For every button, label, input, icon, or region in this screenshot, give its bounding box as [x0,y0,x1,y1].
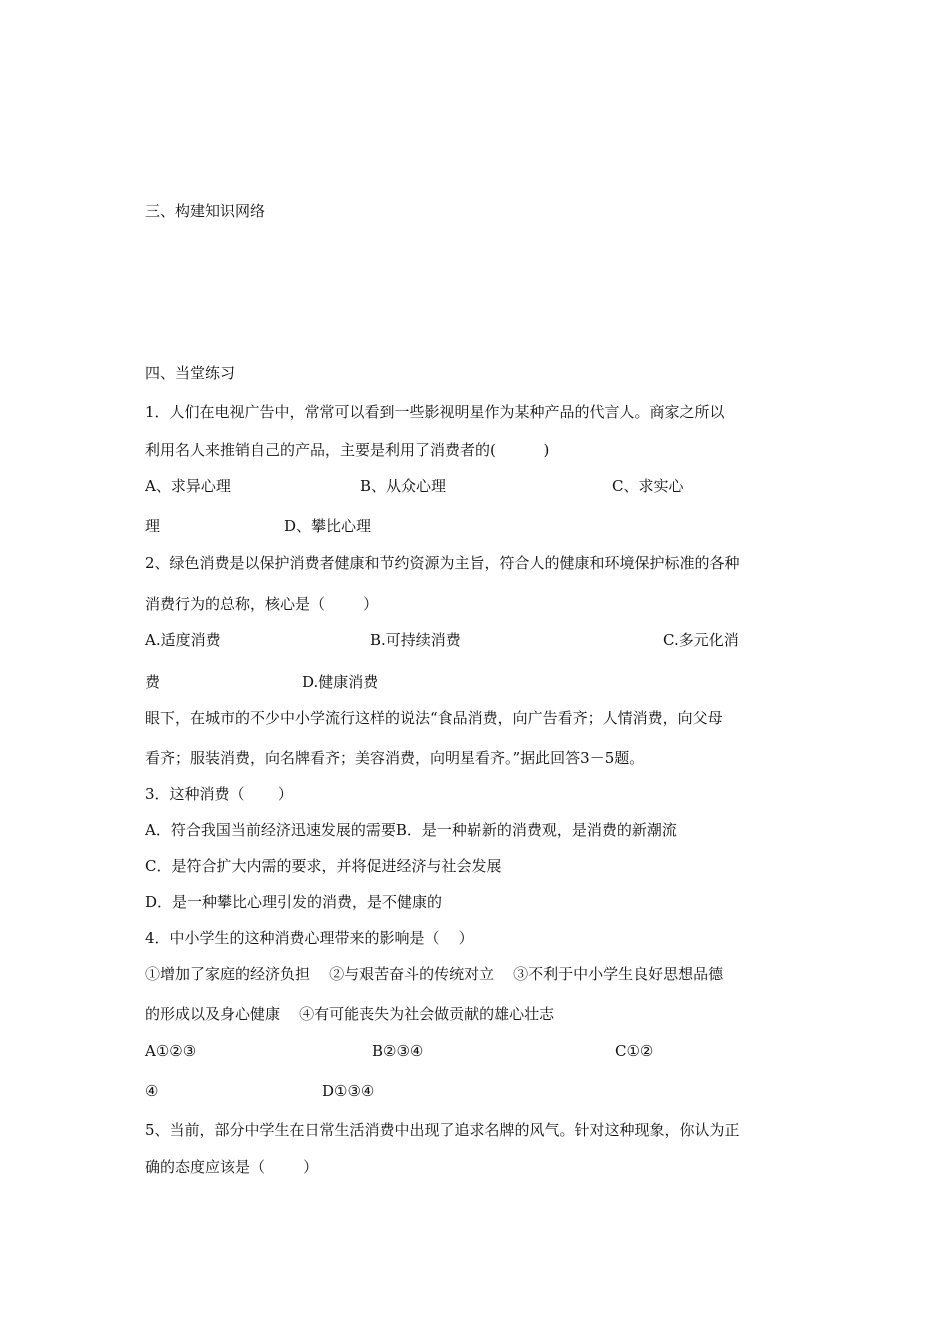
intro-line2: 看齐；服装消费，向名牌看齐；美容消费，向明星看齐。”据此回答3－5题。 [145,749,645,767]
q2-option-d: D.健康消费 [302,673,379,691]
q1-option-d: D、攀比心理 [284,517,372,535]
q4-line1: ①增加了家庭的经济负担 ②与艰苦奋斗的传统对立 ③不利于中小学生良好思想品德 [145,965,724,983]
section4-heading: 四、当堂练习 [145,364,236,382]
q4-option-d: D①③④ [322,1082,375,1100]
q4-line2: 的形成以及身心健康 ④有可能丧失为社会做贡献的雄心壮志 [145,1005,555,1023]
q4-stem: 4．中小学生的这种消费心理带来的影响是（ ） [145,929,474,947]
q1-option-c: C、求实心 [612,477,684,495]
q4-option-b: B②③④ [372,1042,424,1060]
q2-option-a: A.适度消费 [145,631,221,649]
intro-line1: 眼下，在城市的不少中小学流行这样的说法“食品消费，向广告看齐；人情消费，向父母 [145,709,723,727]
q4-option-c: C①② [615,1042,654,1060]
q1-line1: 1．人们在电视广告中，常常可以看到一些影视明星作为某种产品的代言人。商家之所以 [145,403,725,421]
q5-line1: 5、当前，部分中学生在日常生活消费中出现了追求名牌的风气。针对这种现象，你认为正 [145,1121,740,1139]
q4-option-a: A①②③ [145,1042,197,1060]
q2-option-c-cont: 费 [145,673,161,691]
q2-option-c: C.多元化消 [663,631,739,649]
q1-line2: 利用名人来推销自己的产品，主要是利用了消费者的( ) [145,441,550,459]
q5-line2: 确的态度应该是（ ） [145,1158,319,1176]
q4-option-c-cont: ④ [145,1082,159,1100]
section3-heading: 三、构建知识网络 [145,202,266,220]
q3-stem: 3．这种消费（ ） [145,785,293,803]
q2-option-b: B.可持续消费 [370,631,461,649]
q1-option-c-cont: 理 [145,517,161,535]
q3-option-c: C．是符合扩大内需的要求，并将促进经济与社会发展 [145,857,502,875]
q3-option-d: D．是一种攀比心理引发的消费，是不健康的 [145,893,443,911]
q1-option-a: A、求异心理 [145,477,231,495]
q2-line2: 消费行为的总称，核心是（ ） [145,595,379,613]
q1-option-b: B、从众心理 [360,477,447,495]
q3-options-ab: A．符合我国当前经济迅速发展的需要B．是一种崭新的消费观，是消费的新潮流 [145,821,677,839]
q2-line1: 2、绿色消费是以保护消费者健康和节约资源为主旨，符合人的健康和环境保护标准的各种 [145,554,740,572]
